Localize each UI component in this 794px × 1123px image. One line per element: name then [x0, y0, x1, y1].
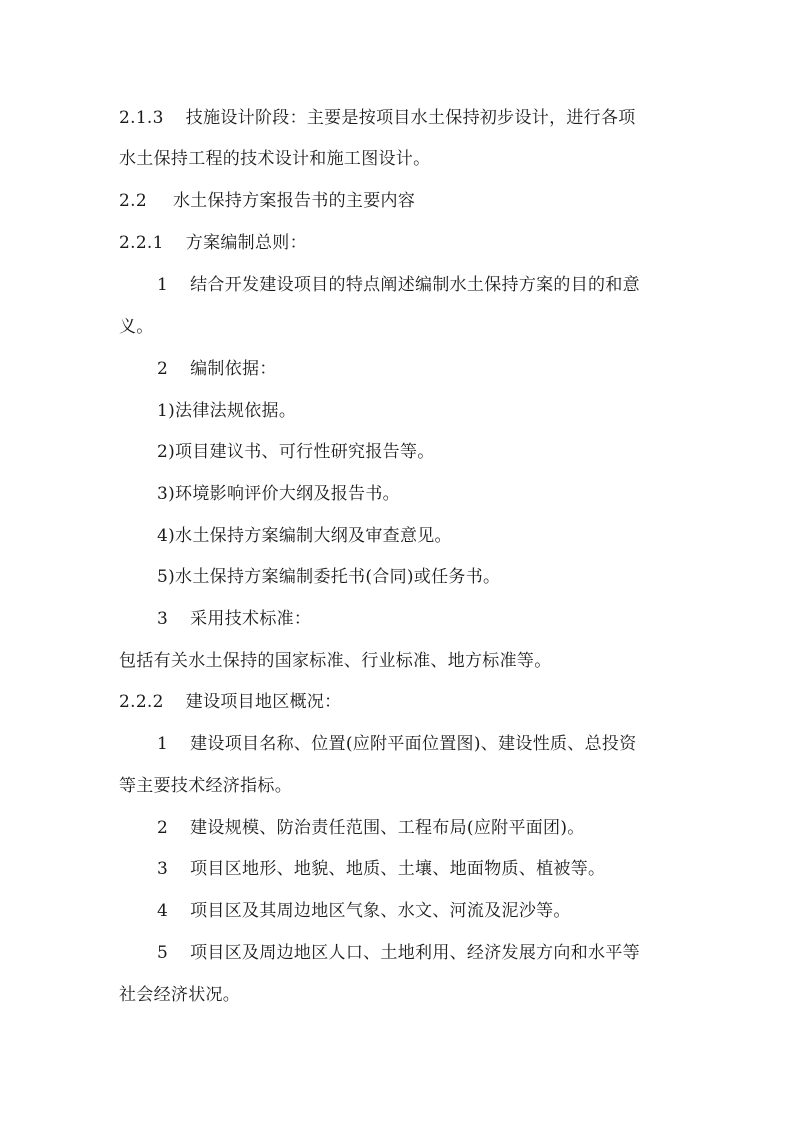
item-text: 编制依据：: [190, 359, 277, 379]
item-text: 项目区地形、地貌、地质、土壤、地面物质、植被等。: [190, 859, 606, 879]
list-item: [157, 357, 717, 381]
paragraph-continuation: 义。: [119, 317, 154, 337]
list-item: [157, 899, 717, 923]
sub-list-item: 5)水土保持方案编制委托书(合同)或任务书。: [157, 567, 501, 587]
list-item: [157, 816, 717, 840]
section-title: 水土保持方案报告书的主要内容: [172, 191, 416, 211]
section-text: 方案编制总则：: [185, 233, 307, 253]
section-number: 2.1.3: [119, 108, 164, 128]
item-number: 5: [157, 943, 169, 963]
sub-list-item: 4)水土保持方案编制大纲及审查意见。: [157, 526, 452, 546]
item-text: 项目区及其周边地区气象、水文、河流及泥沙等。: [190, 901, 571, 921]
list-item: [157, 732, 717, 756]
list-item: [157, 941, 717, 965]
section-number: 2.2.2: [119, 692, 164, 712]
section-2-2-1: [119, 231, 679, 255]
section-2-2-2: [119, 690, 679, 714]
item-text: 项目区及周边地区人口、土地利用、经济发展方向和水平等: [190, 943, 640, 963]
item-number: 3: [157, 859, 169, 879]
paragraph-continuation: 社会经济状况。: [119, 985, 241, 1005]
item-number: 4: [157, 901, 169, 921]
item-text: 建设规模、防治责任范围、工程布局(应附平面团)。: [190, 818, 585, 838]
sub-list-item: 3)环境影响评价大纲及报告书。: [157, 484, 400, 504]
paragraph-continuation: 包括有关水土保持的国家标准、行业标准、地方标准等。: [119, 651, 552, 671]
item-number: 1: [157, 275, 169, 295]
section-2-2-heading: [119, 189, 679, 213]
paragraph-continuation: 等主要技术经济指标。: [119, 776, 292, 796]
list-item: [157, 857, 717, 881]
sub-list-item: 2)项目建议书、可行性研究报告等。: [157, 442, 435, 462]
section-number: 2.2: [119, 191, 147, 211]
paragraph-continuation: 水土保持工程的技术设计和施工图设计。: [119, 149, 431, 169]
list-item: [157, 273, 717, 297]
section-number: 2.2.1: [119, 233, 164, 253]
section-text: 技施设计阶段：主要是按项目水土保持初步设计，进行各项: [185, 108, 636, 128]
item-number: 3: [157, 609, 169, 629]
section-text: 建设项目地区概况：: [185, 692, 342, 712]
item-number: 2: [157, 359, 169, 379]
item-text: 采用技术标准：: [190, 609, 312, 629]
item-number: 1: [157, 734, 169, 754]
item-text: 建设项目名称、位置(应附平面位置图)、建设性质、总投资: [190, 734, 637, 754]
item-text: 结合开发建设项目的特点阐述编制水土保持方案的目的和意: [190, 275, 640, 295]
list-item: [157, 607, 717, 631]
sub-list-item: 1)法律法规依据。: [157, 401, 297, 421]
item-number: 2: [157, 818, 169, 838]
section-2-1-3: [119, 106, 679, 130]
